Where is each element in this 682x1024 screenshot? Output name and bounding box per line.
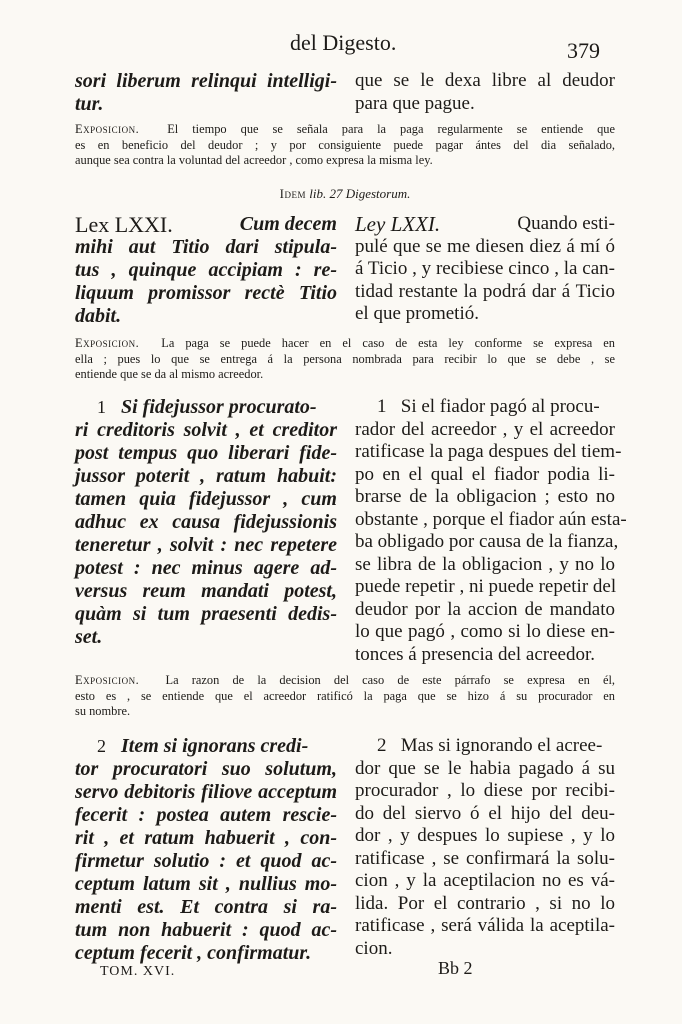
spanish-line: para que pague. <box>355 92 475 114</box>
latin-line: tum non habuerit : quod ac- <box>75 919 337 941</box>
spanish-line: tidad restante la podrá dar á Ticio <box>355 280 615 302</box>
latin-line: menti est. Et contra si ra- <box>75 896 337 918</box>
signature-mark: Bb 2 <box>438 958 473 978</box>
volume-mark: TOM. XVI. <box>100 964 176 979</box>
spanish-line: pulé que se me diesen diez á mí ó <box>355 235 615 257</box>
spanish-line: ba obligado por causa de la fianza, <box>355 531 619 552</box>
latin-continuation <box>75 70 337 116</box>
spanish-line: brarse de la obligacion ; esto no <box>355 486 615 507</box>
exposition-line: La paga se puede hacer en el caso de esta ley conforme se expresa en <box>161 336 615 350</box>
exposition-line: La razon de la decision del caso de este párrafo se expresa en él, <box>165 673 615 687</box>
latin-line: tamen quia fidejussor , cum <box>75 488 337 510</box>
running-title: del Digesto. <box>290 30 397 55</box>
page-number: 379 <box>567 38 600 63</box>
exposition-label: Exposicion. <box>75 122 140 136</box>
latin-line: ceptum fecerit , confirmatur. <box>75 942 312 964</box>
para-number: 2 <box>377 735 387 756</box>
latin-line: adhuc ex causa fidejussionis <box>75 511 337 533</box>
latin-line: Si fidejussor procurato- <box>121 396 317 418</box>
latin-line: quàm si tum praesenti dedis- <box>75 603 337 625</box>
spanish-line: el que prometió. <box>355 303 479 324</box>
latin-line: servo debitoris filiove acceptum <box>75 781 337 803</box>
latin-line: sori liberum relinqui intelligi- <box>75 70 337 92</box>
spanish-line: Quando esti- <box>517 213 615 234</box>
spanish-line: lida. Por el contrario , si no lo <box>355 892 615 914</box>
spanish-line: ratificase la paga despues del tiem- <box>355 441 622 462</box>
latin-line: teneretur , solvit : nec repetere <box>75 534 337 556</box>
latin-line: dabit. <box>75 305 122 327</box>
exposition-line: entiende que se da al mismo acreedor. <box>75 367 264 381</box>
lex-71-latin <box>75 213 337 328</box>
lex-label: Lex LXXI. <box>75 212 173 237</box>
spanish-line: dor , y despues lo supiese , y lo <box>355 825 615 846</box>
latin-line: tus , quinque accipiam : re- <box>75 259 337 281</box>
exposition-1 <box>75 122 615 169</box>
latin-line: ceptum latum sit , nullius mo- <box>75 873 337 895</box>
latin-line: rit , et ratum habuerit , con- <box>75 827 337 849</box>
spanish-line: Mas si ignorando el acree- <box>400 735 603 756</box>
latin-line: Item si ignorans credi- <box>121 735 309 757</box>
spanish-line: á Ticio , y recibiese cinco , la can- <box>355 258 615 279</box>
para-1-spanish <box>355 396 627 666</box>
latin-line: liquum promissor rectè Titio <box>75 282 337 304</box>
exposition-line: ella ; pues lo que se entrega á la persona nombrada para recibir lo que se debe , se <box>75 351 615 366</box>
exposition-label: Exposicion. <box>75 336 140 350</box>
latin-line: jussor poterit , ratum habuit: <box>75 465 337 487</box>
exposition-line: aunque sea contra la voluntad del acreedor , como expresa la misma ley. <box>75 153 433 167</box>
spanish-line: puede repetir , ni puede repetir del <box>355 576 617 597</box>
source-name: Idem <box>279 186 306 201</box>
para-2-spanish <box>355 735 615 960</box>
ley-71-spanish <box>355 213 615 326</box>
exposition-line: El tiempo que se señala para la paga regularmente se entiende que <box>167 122 615 136</box>
spanish-line: cion , y la aceptilacion no es vá- <box>355 870 615 891</box>
spanish-line: rador del acreedor , y el acreedor <box>355 418 615 440</box>
exposition-label: Exposicion. <box>75 673 140 687</box>
spanish-line: po en el qual el fiador podia li- <box>355 463 615 485</box>
latin-line: fecerit : postea autem rescie- <box>75 804 337 826</box>
spanish-line: cion. <box>355 937 393 959</box>
latin-line: firmetur solutio : et quod ac- <box>75 850 337 872</box>
spanish-continuation <box>355 70 615 115</box>
spanish-line: procurador , lo diese por recibi- <box>355 780 615 801</box>
latin-line: tur. <box>75 93 104 115</box>
para-number: 1 <box>97 397 106 417</box>
latin-line: potest : nec minus agere ad- <box>75 557 337 579</box>
source-citation <box>75 186 615 202</box>
source-ref: lib. 27 Digestorum. <box>309 186 411 201</box>
latin-line: mihi aut Titio dari stipula- <box>75 236 337 258</box>
spanish-line: Si el fiador pagó al procu- <box>400 396 600 417</box>
latin-line: set. <box>75 626 103 648</box>
latin-line: post tempus quo liberari fide- <box>75 442 337 464</box>
exposition-line: es en beneficio del deudor ; y por consiguiente puede pagar ántes del dia señalado, <box>75 137 615 152</box>
latin-line: Cum decem <box>239 213 337 235</box>
spanish-line: tonces á presencia del acreedor. <box>355 643 596 665</box>
exposition-3 <box>75 673 615 720</box>
spanish-line: ratificase , será válida la aceptila- <box>355 915 615 936</box>
latin-line: tor procuratori suo solutum, <box>75 758 337 780</box>
para-1-latin <box>75 396 337 649</box>
exposition-line: su nombre. <box>75 704 131 718</box>
exposition-2 <box>75 336 615 383</box>
spanish-line: lo que pagó , como si lo diese en- <box>355 621 615 642</box>
spanish-line: dor que se le habia pagado á su <box>355 757 615 779</box>
latin-line: versus reum mandati potest, <box>75 580 337 602</box>
spanish-line: do del siervo ó el hijo del deu- <box>355 802 615 824</box>
exposition-line: esto es , se entiende que el acreedor ratificó la paga que se hizo á su procurador en <box>75 688 615 703</box>
spanish-line: obstante , porque el fiador aún esta- <box>355 508 627 530</box>
para-2-latin <box>75 735 337 965</box>
spanish-line: que se le dexa libre al deudor <box>355 70 615 91</box>
spanish-line: se libra de la obligacion , y no lo <box>355 553 615 575</box>
para-number: 2 <box>97 736 106 756</box>
spanish-line: deudor por la accion de mandato <box>355 598 615 620</box>
para-number: 1 <box>377 396 387 417</box>
latin-line: ri creditoris solvit , et creditor <box>75 419 337 441</box>
ley-label: Ley LXXI. <box>355 212 441 236</box>
spanish-line: ratificase , se confirmará la solu- <box>355 847 615 869</box>
